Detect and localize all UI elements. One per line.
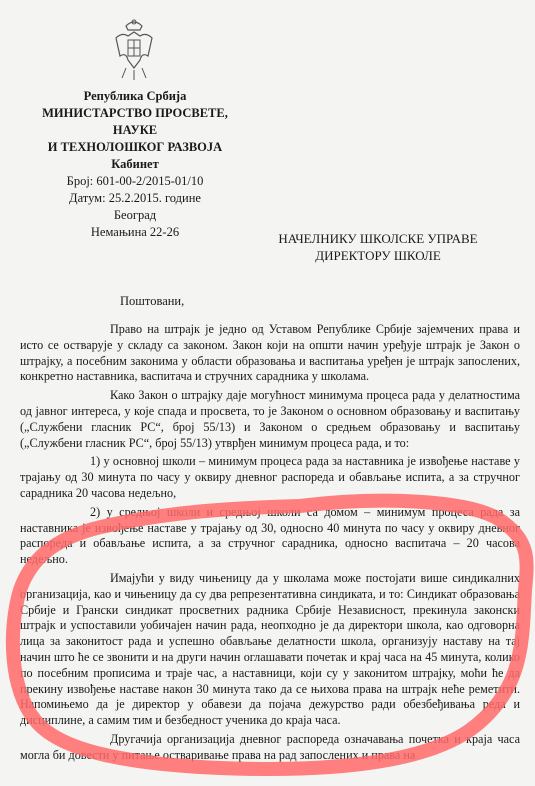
document-number: Број: 601-00-2/2015-01/10 bbox=[66, 174, 204, 188]
serbian-coat-of-arms-icon bbox=[112, 16, 156, 84]
paragraph-5: Имајући у виду чињеницу да у школама може постојати више синдикалних организација, као и чињеницу да су два репрезентативна синдиката, и то: Синдикат образовања Србије и Грански синдикат просветних радника Србије Независност, прекинула законски штрајк и успоставили уобичајен начин рада, неопходно је да директори школа, као одговорна лица за законитост рада и успешно обављање делатности школа, организују наставу на тај начин што ће се звонити и на други начин оглашавати почетак и крај часа на 45 минута, колико по посебним прописима и траје час, а наставници, који су у законитом штрајку, моћи ће да прекину извођење наставе након 30 минута тако да се њихова права на штрајк неће реметити. Напомињемо да је директор у обавези да појача дежурство ради обезбеђивања реда и дисциплине, а самим тим и безбедност ученика до краја часа. bbox=[20, 570, 520, 728]
addressee-line-1: НАЧЕЛНИКУ ШКОЛСКЕ УПРАВЕ bbox=[278, 231, 478, 246]
document-date: Датум: 25.2.2015. године bbox=[69, 191, 201, 205]
letterhead-ministry: МИНИСТАРСТВО ПРОСВЕТЕ, НАУКЕ bbox=[42, 106, 228, 137]
document-city: Београд bbox=[113, 208, 157, 222]
letterhead-ministry-cont: И ТЕХНОЛОШКОГ РАЗВОЈА bbox=[47, 140, 223, 154]
letterhead-country: Република Србија bbox=[83, 89, 187, 103]
paragraph-4: 2) у средњој школи и средњој школи са домом – минимум процеса рада за наставника је извођење наставе у трајању од 30, односно 40 минута по часу у оквиру дневног распореда и обављање испита, а за стручног сарадника, односно васпитача – 20 часова недељно. bbox=[20, 504, 520, 567]
paragraph-2: Како Закон о штрајку даје могућност минимума процеса рада у делатностима од јавног интереса, у које спада и просвета, то је Законом о основном образовању и васпитању („Службени гласник РС“, број 55/13) и Законом о средњем образовању и васпитању („Службени гласник РС“, број 55/13) утврђен минимум процеса рада, и то: bbox=[20, 388, 520, 450]
paragraph-3: 1) у основној школи – минимум процеса рада за наставника је извођење наставе у трајању од 30 минута по часу у оквиру дневног распореда и обављање испита, а за стручног сарадника 20 часова недељно, bbox=[20, 454, 520, 500]
document-street: Немањина 22-26 bbox=[90, 225, 180, 239]
letterhead-office: Кабинет bbox=[111, 157, 159, 171]
letterhead bbox=[20, 88, 250, 241]
paragraph-1: Право на штрајк је једно од Уставом Републике Србије зајемчених права и исто се остварује у складу са законом. Закон који на општи начин уређује штрајк је Закон о штрајку, а посебним законима у области образовања и васпитања уређен је штрајк запослених, конкретно наставника, васпитача и стручних сарадника у школама. bbox=[20, 322, 520, 384]
greeting: Поштовани, bbox=[120, 294, 185, 308]
paragraph-6: Другачија организација дневног распореда означавања почетка и краја часа могла би довести у питање остваривање права на рад запослених и права на bbox=[20, 731, 520, 762]
letter-body bbox=[20, 322, 520, 767]
addressee-block bbox=[258, 230, 498, 264]
addressee-line-2: ДИРЕКТОРУ ШКОЛЕ bbox=[315, 248, 441, 263]
